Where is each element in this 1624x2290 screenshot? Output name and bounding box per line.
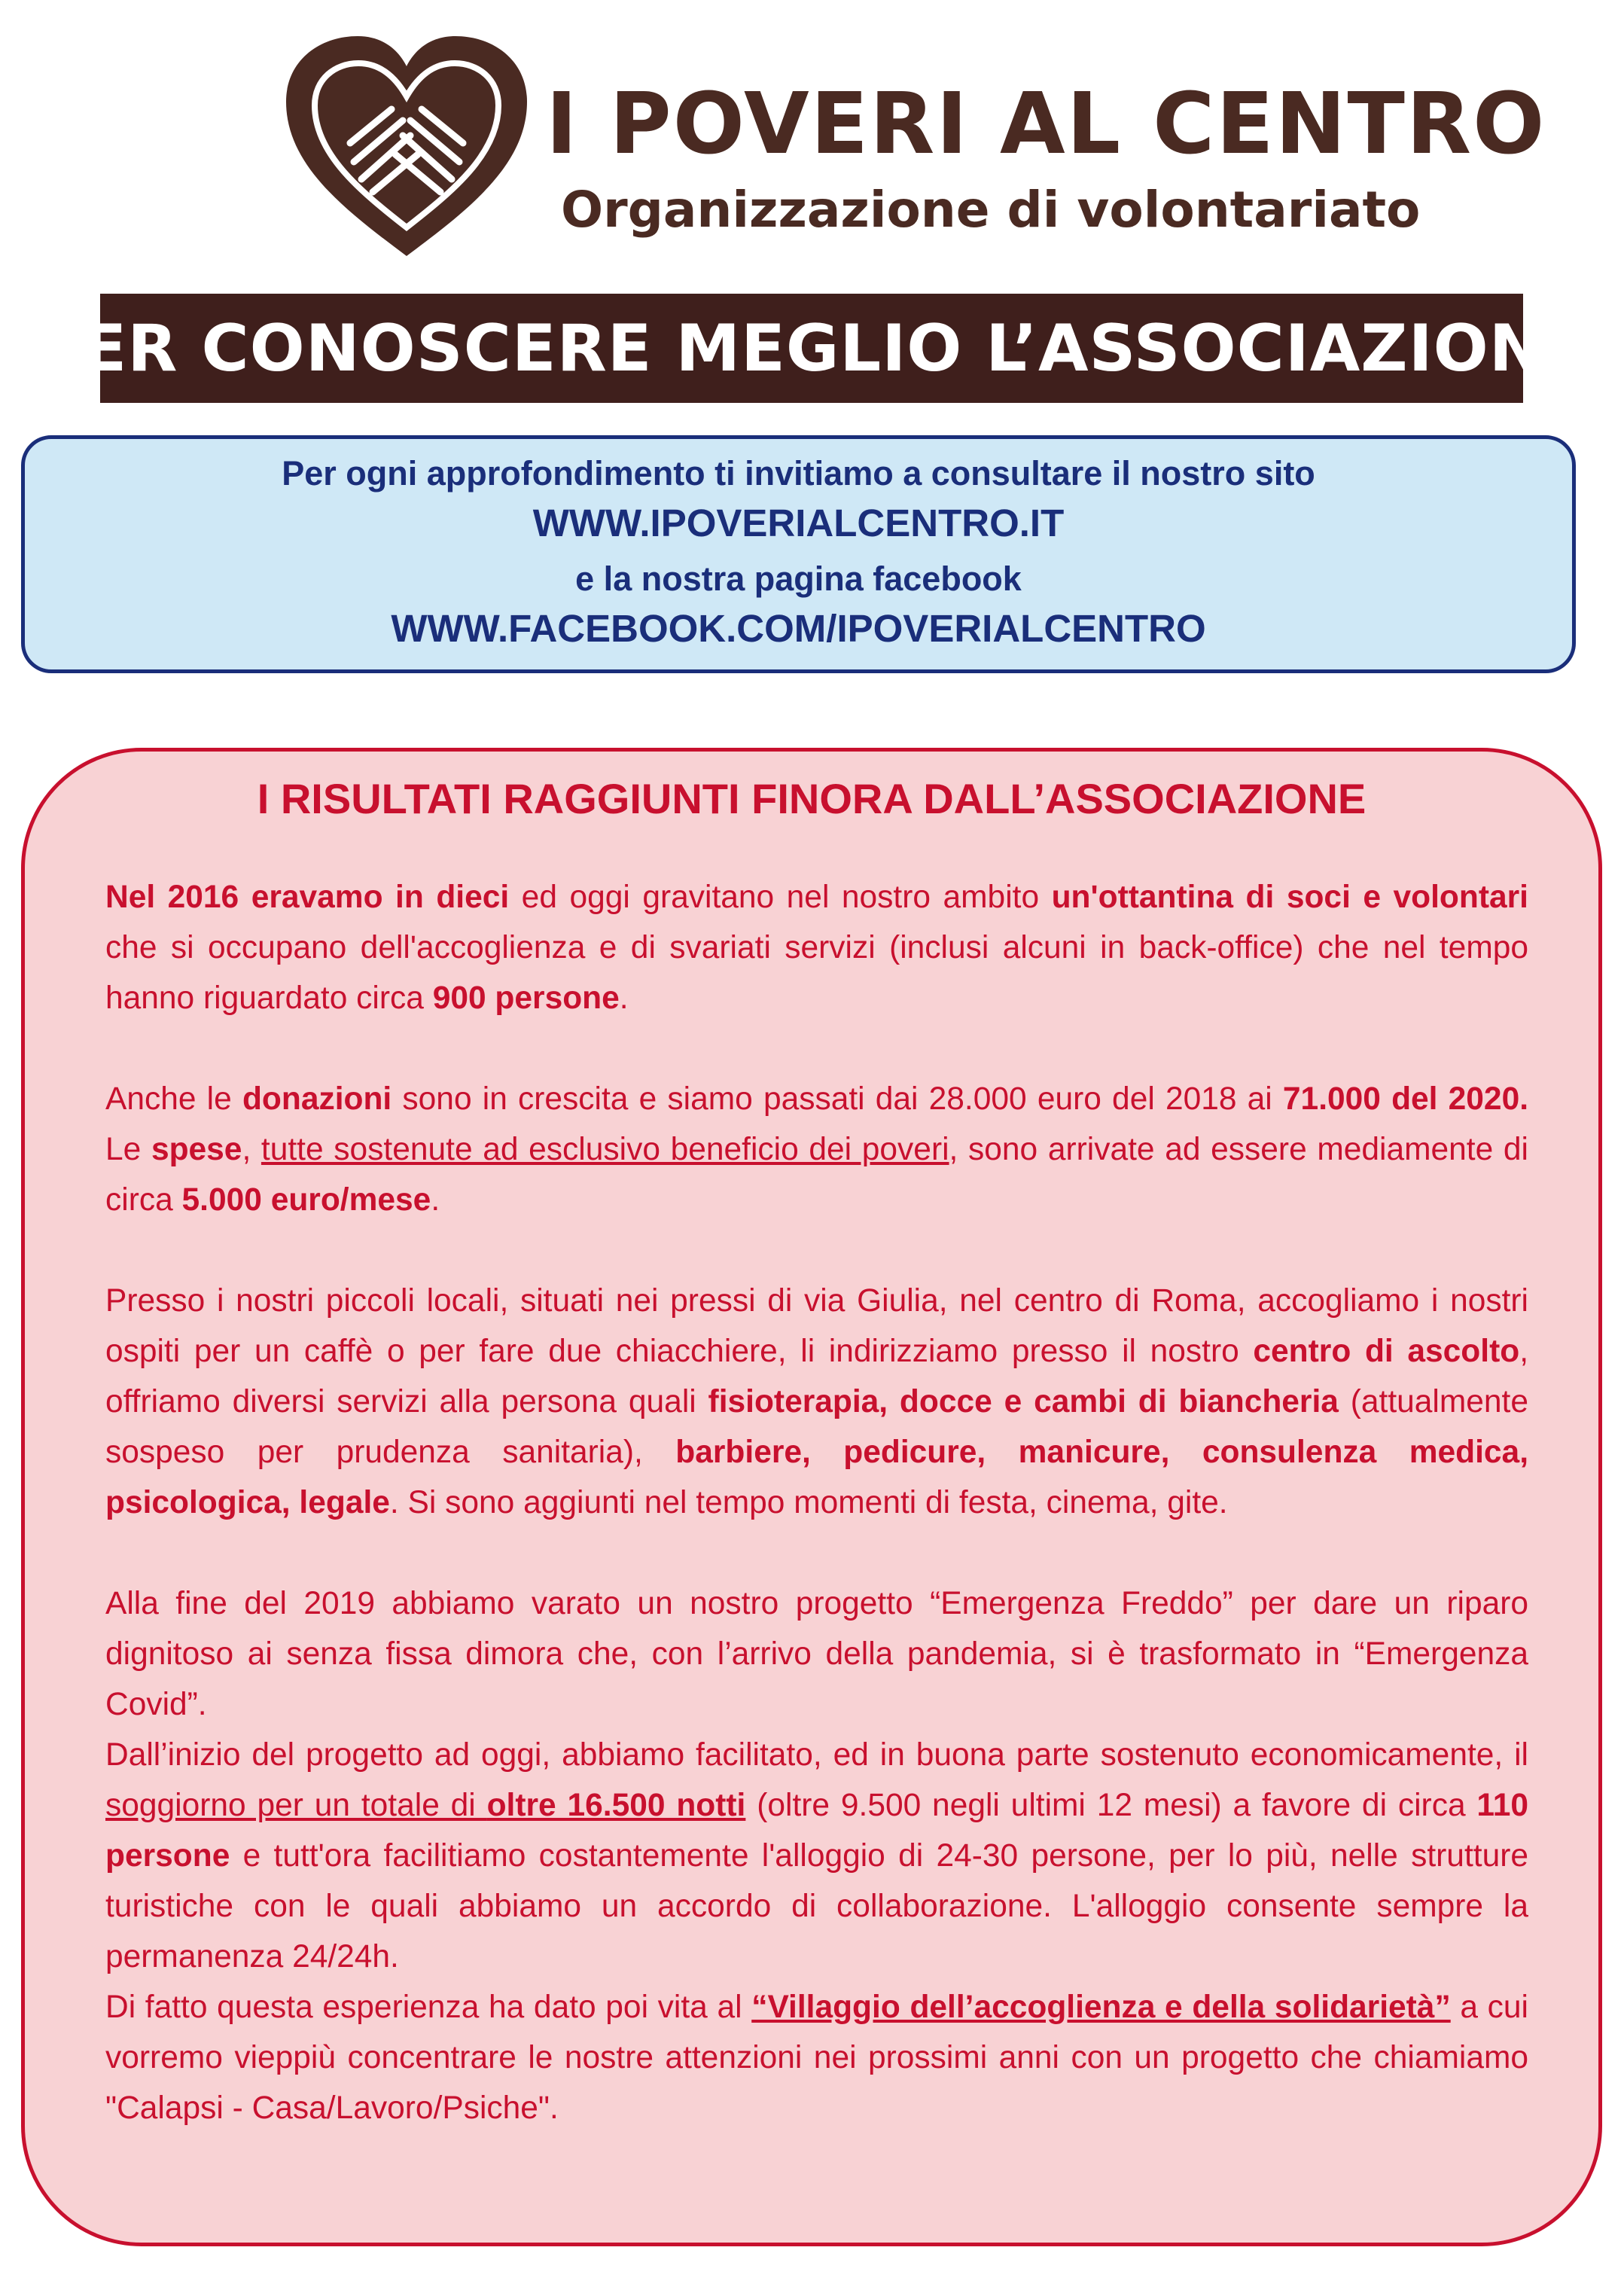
facebook-link[interactable]: WWW.FACEBOOK.COM/IPOVERIALCENTRO <box>391 607 1206 650</box>
text: che si occupano dell'accoglienza e di svariati servizi (inclusi alcuni in back-office) che nel tempo hanno riguardato circa <box>105 930 1528 1016</box>
text: . <box>431 1182 440 1218</box>
section-banner: PER CONOSCERE MEGLIO L’ASSOCIAZIONE <box>100 294 1523 403</box>
text-bold: spese <box>151 1132 242 1167</box>
text-underlined: tutte sostenute ad esclusivo beneficio dei poveri <box>261 1132 949 1167</box>
text-bold: 5.000 euro/mese <box>181 1182 431 1218</box>
text-bold: barbiere, pedicure, manicure, consulenza medica, psicologica, legale <box>105 1435 1529 1520</box>
text-bold: Nel 2016 eravamo in dieci <box>105 880 510 915</box>
paragraph-donations <box>105 1074 1528 1225</box>
logo-header <box>279 30 1546 271</box>
text: , sono arrivate ad essere mediamente di circa <box>105 1132 1528 1218</box>
contact-info-box <box>21 435 1576 673</box>
paragraph-project <box>105 1578 1528 1730</box>
heart-hands-icon <box>279 30 535 264</box>
text: Dall’inizio del progetto ad oggi, abbiamo facilitato, ed in buona parte sostenuto economicamente, il <box>105 1737 1528 1773</box>
text-bold <box>751 1990 1451 2025</box>
text: , offriamo diversi servizi alla persona quali <box>105 1334 1528 1419</box>
text: Presso i nostri piccoli locali, situati nei pressi di via Giulia, nel centro di Roma, accogliamo i nostri ospiti per un caffè o per fare due chiacchiere, li indirizziamo presso il nostro <box>105 1283 1528 1369</box>
website-intro: Per ogni approfondimento ti invitiamo a consultare il nostro sito <box>282 454 1315 492</box>
results-body <box>105 872 1528 2133</box>
organization-name: I POVERI AL CENTRO <box>546 75 1546 173</box>
text-bold: un'ottantina di soci e volontari <box>1051 880 1528 915</box>
text-bold: 71.000 del 2020. <box>1282 1081 1529 1117</box>
results-box <box>21 748 1602 2246</box>
text-bold: 110 persone <box>105 1788 1528 1874</box>
text: e tutt'ora facilitiamo costantemente l'alloggio di 24-30 persone, per lo più, nelle strutture turistiche con le quali abbiamo un accordo di collaborazione. L'alloggio consente sempre la permanenza 24/24h. <box>105 1838 1528 1974</box>
text: a cui vorremo vieppiù concentrare le nostre attenzioni nei prossimi anni con un progetto che chiamiamo "Calapsi - Casa/Lavoro/Psiche". <box>105 1990 1528 2126</box>
text-bold: fisioterapia, docce e cambi di biancheria <box>708 1384 1339 1419</box>
text: Di fatto questa esperienza ha dato poi vita al <box>105 1990 752 2025</box>
text-underlined: “Villaggio dell’accoglienza e della solidarietà” <box>751 1990 1451 2025</box>
organization-subtitle: Organizzazione di volontariato <box>561 181 1421 239</box>
paragraph-services <box>105 1276 1528 1528</box>
text: sono in crescita e siamo passati dai 28.000 euro del 2018 ai <box>392 1081 1283 1117</box>
website-link[interactable]: WWW.IPOVERIALCENTRO.IT <box>532 502 1065 544</box>
text-underlined <box>105 1788 745 1823</box>
text: , <box>242 1132 261 1167</box>
text-bold: donazioni <box>242 1081 392 1117</box>
paragraph-nights <box>105 1730 1528 1982</box>
text-bold: centro di ascolto <box>1253 1334 1520 1369</box>
text: Anche le <box>105 1081 242 1117</box>
text: ed oggi gravitano nel nostro ambito <box>509 880 1052 915</box>
paragraph-village <box>105 1982 1528 2133</box>
text: . Si sono aggiunti nel tempo momenti di festa, cinema, gite. <box>389 1485 1228 1520</box>
text: . <box>619 980 629 1016</box>
text: soggiorno per un totale di <box>105 1788 487 1823</box>
text-bold: 900 persone <box>432 980 620 1016</box>
text: Alla fine del 2019 abbiamo varato un nostro progetto “Emergenza Freddo” per dare un riparo dignitoso ai senza fissa dimora che, con l’arrivo della pandemia, si è trasformato in “Emergenza Covid”. <box>105 1586 1528 1722</box>
results-title: I RISULTATI RAGGIUNTI FINORA DALL’ASSOCIAZIONE <box>257 775 1367 822</box>
facebook-intro: e la nostra pagina facebook <box>575 560 1022 598</box>
text: (oltre 9.500 negli ultimi 12 mesi) a favore di circa <box>745 1788 1477 1823</box>
paragraph-members <box>105 872 1528 1023</box>
text-bold: oltre 16.500 notti <box>486 1788 746 1823</box>
text: (attualmente sospeso per prudenza sanitaria), <box>105 1384 1528 1470</box>
text: Le <box>105 1132 151 1167</box>
